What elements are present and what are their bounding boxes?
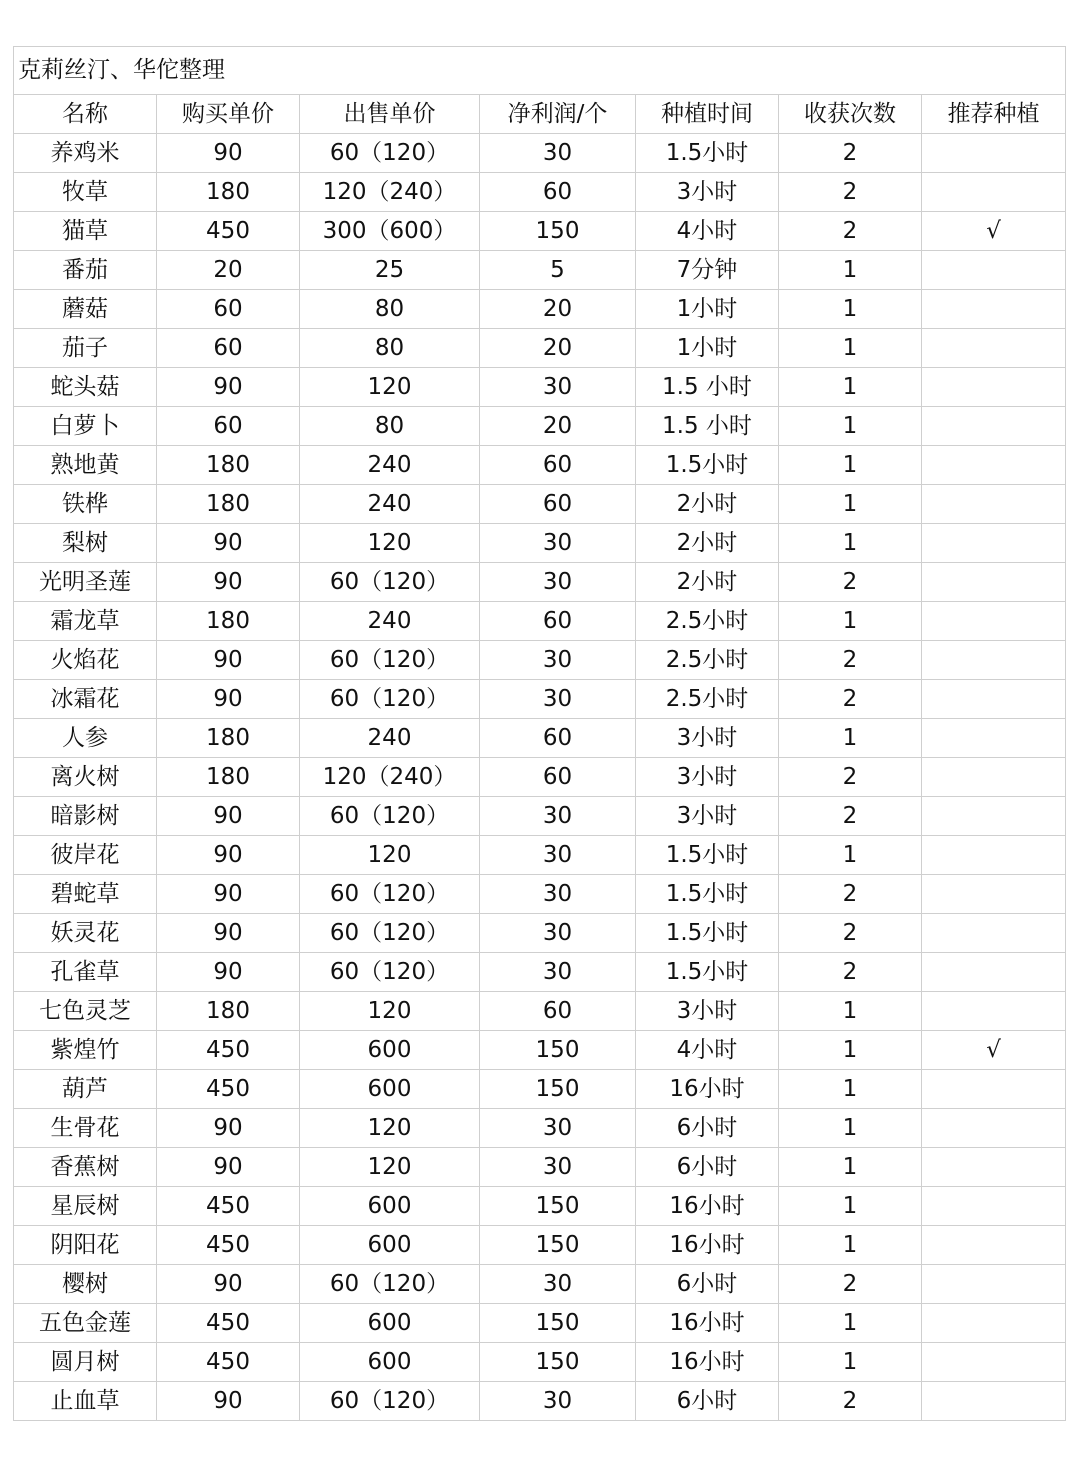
cell-harvest-count: 1 bbox=[779, 1109, 922, 1148]
cell-harvest-count: 1 bbox=[779, 1070, 922, 1109]
cell-recommended bbox=[922, 134, 1066, 173]
cell-name: 紫煌竹 bbox=[14, 1031, 157, 1070]
cell-buy-price: 90 bbox=[157, 1148, 300, 1187]
cell-name: 蛇头菇 bbox=[14, 368, 157, 407]
cell-recommended bbox=[922, 836, 1066, 875]
cell-net-profit: 20 bbox=[480, 329, 636, 368]
table-body bbox=[14, 47, 1066, 1421]
table-row bbox=[14, 992, 1066, 1031]
cell-grow-time: 1.5小时 bbox=[636, 953, 779, 992]
cell-grow-time: 1.5小时 bbox=[636, 914, 779, 953]
cell-recommended: √ bbox=[922, 212, 1066, 251]
cell-net-profit: 30 bbox=[480, 836, 636, 875]
cell-buy-price: 450 bbox=[157, 1187, 300, 1226]
cell-sell-price: 80 bbox=[300, 329, 480, 368]
cell-net-profit: 150 bbox=[480, 212, 636, 251]
cell-net-profit: 30 bbox=[480, 680, 636, 719]
cell-grow-time: 3小时 bbox=[636, 992, 779, 1031]
cell-grow-time: 16小时 bbox=[636, 1226, 779, 1265]
table-row bbox=[14, 407, 1066, 446]
table-row bbox=[14, 758, 1066, 797]
cell-net-profit: 60 bbox=[480, 992, 636, 1031]
cell-buy-price: 90 bbox=[157, 1109, 300, 1148]
cell-net-profit: 30 bbox=[480, 563, 636, 602]
cell-grow-time: 1.5 小时 bbox=[636, 368, 779, 407]
cell-net-profit: 150 bbox=[480, 1343, 636, 1382]
cell-grow-time: 16小时 bbox=[636, 1343, 779, 1382]
table-row bbox=[14, 524, 1066, 563]
cell-recommended bbox=[922, 563, 1066, 602]
cell-recommended bbox=[922, 173, 1066, 212]
cell-buy-price: 60 bbox=[157, 407, 300, 446]
cell-recommended bbox=[922, 875, 1066, 914]
cell-grow-time: 1.5 小时 bbox=[636, 407, 779, 446]
cell-recommended bbox=[922, 1343, 1066, 1382]
cell-sell-price: 60（120） bbox=[300, 797, 480, 836]
cell-name: 七色灵芝 bbox=[14, 992, 157, 1031]
cell-recommended bbox=[922, 1148, 1066, 1187]
cell-recommended bbox=[922, 914, 1066, 953]
table-row bbox=[14, 485, 1066, 524]
cell-harvest-count: 1 bbox=[779, 1031, 922, 1070]
cell-name: 葫芦 bbox=[14, 1070, 157, 1109]
cell-net-profit: 150 bbox=[480, 1070, 636, 1109]
cell-sell-price: 60（120） bbox=[300, 953, 480, 992]
cell-net-profit: 30 bbox=[480, 1148, 636, 1187]
cell-grow-time: 2.5小时 bbox=[636, 680, 779, 719]
cell-sell-price: 120 bbox=[300, 1148, 480, 1187]
cell-recommended bbox=[922, 368, 1066, 407]
cell-recommended bbox=[922, 992, 1066, 1031]
cell-buy-price: 90 bbox=[157, 797, 300, 836]
cell-harvest-count: 2 bbox=[779, 875, 922, 914]
cell-harvest-count: 2 bbox=[779, 680, 922, 719]
cell-buy-price: 180 bbox=[157, 446, 300, 485]
cell-buy-price: 90 bbox=[157, 1265, 300, 1304]
cell-net-profit: 150 bbox=[480, 1226, 636, 1265]
cell-sell-price: 60（120） bbox=[300, 914, 480, 953]
cell-harvest-count: 1 bbox=[779, 485, 922, 524]
cell-grow-time: 1.5小时 bbox=[636, 875, 779, 914]
cell-net-profit: 30 bbox=[480, 368, 636, 407]
cell-recommended bbox=[922, 719, 1066, 758]
cell-sell-price: 240 bbox=[300, 485, 480, 524]
cell-grow-time: 3小时 bbox=[636, 797, 779, 836]
cell-recommended bbox=[922, 1265, 1066, 1304]
cell-net-profit: 5 bbox=[480, 251, 636, 290]
cell-harvest-count: 1 bbox=[779, 251, 922, 290]
table-title: 克莉丝汀、华佗整理 bbox=[14, 47, 1066, 95]
cell-recommended bbox=[922, 1187, 1066, 1226]
cell-harvest-count: 1 bbox=[779, 602, 922, 641]
cell-grow-time: 4小时 bbox=[636, 1031, 779, 1070]
cell-harvest-count: 1 bbox=[779, 329, 922, 368]
cell-buy-price: 90 bbox=[157, 563, 300, 602]
cell-sell-price: 600 bbox=[300, 1304, 480, 1343]
cell-grow-time: 16小时 bbox=[636, 1187, 779, 1226]
cell-name: 香蕉树 bbox=[14, 1148, 157, 1187]
cell-harvest-count: 2 bbox=[779, 914, 922, 953]
cell-recommended: √ bbox=[922, 1031, 1066, 1070]
cell-name: 星辰树 bbox=[14, 1187, 157, 1226]
cell-buy-price: 90 bbox=[157, 836, 300, 875]
cell-sell-price: 240 bbox=[300, 719, 480, 758]
cell-harvest-count: 2 bbox=[779, 134, 922, 173]
cell-recommended bbox=[922, 758, 1066, 797]
cell-name: 生骨花 bbox=[14, 1109, 157, 1148]
table-row bbox=[14, 1031, 1066, 1070]
cell-name: 牧草 bbox=[14, 173, 157, 212]
title-row bbox=[14, 47, 1066, 95]
cell-net-profit: 60 bbox=[480, 758, 636, 797]
cell-sell-price: 120 bbox=[300, 524, 480, 563]
cell-buy-price: 180 bbox=[157, 485, 300, 524]
cell-harvest-count: 2 bbox=[779, 1382, 922, 1421]
column-header-net-profit: 净利润/个 bbox=[480, 95, 636, 134]
cell-sell-price: 60（120） bbox=[300, 1382, 480, 1421]
column-header-grow-time: 种植时间 bbox=[636, 95, 779, 134]
cell-buy-price: 180 bbox=[157, 173, 300, 212]
cell-recommended bbox=[922, 797, 1066, 836]
cell-net-profit: 30 bbox=[480, 797, 636, 836]
table-row bbox=[14, 641, 1066, 680]
cell-name: 光明圣莲 bbox=[14, 563, 157, 602]
table-row bbox=[14, 719, 1066, 758]
cell-grow-time: 2.5小时 bbox=[636, 602, 779, 641]
cell-net-profit: 30 bbox=[480, 1382, 636, 1421]
column-header-name: 名称 bbox=[14, 95, 157, 134]
cell-buy-price: 180 bbox=[157, 602, 300, 641]
cell-grow-time: 1.5小时 bbox=[636, 134, 779, 173]
cell-recommended bbox=[922, 1382, 1066, 1421]
cell-net-profit: 30 bbox=[480, 953, 636, 992]
cell-grow-time: 7分钟 bbox=[636, 251, 779, 290]
cell-name: 妖灵花 bbox=[14, 914, 157, 953]
cell-sell-price: 60（120） bbox=[300, 875, 480, 914]
planting-table bbox=[13, 46, 1066, 1421]
cell-harvest-count: 1 bbox=[779, 368, 922, 407]
cell-grow-time: 16小时 bbox=[636, 1304, 779, 1343]
column-header-recommended: 推荐种植 bbox=[922, 95, 1066, 134]
cell-sell-price: 60（120） bbox=[300, 680, 480, 719]
cell-buy-price: 90 bbox=[157, 680, 300, 719]
cell-buy-price: 180 bbox=[157, 719, 300, 758]
cell-harvest-count: 2 bbox=[779, 797, 922, 836]
cell-net-profit: 60 bbox=[480, 173, 636, 212]
cell-name: 樱树 bbox=[14, 1265, 157, 1304]
cell-buy-price: 450 bbox=[157, 1070, 300, 1109]
column-header-sell-price: 出售单价 bbox=[300, 95, 480, 134]
cell-sell-price: 240 bbox=[300, 602, 480, 641]
cell-grow-time: 3小时 bbox=[636, 173, 779, 212]
cell-name: 白萝卜 bbox=[14, 407, 157, 446]
cell-buy-price: 60 bbox=[157, 290, 300, 329]
cell-recommended bbox=[922, 1109, 1066, 1148]
cell-grow-time: 1小时 bbox=[636, 329, 779, 368]
cell-buy-price: 90 bbox=[157, 524, 300, 563]
column-header-buy-price: 购买单价 bbox=[157, 95, 300, 134]
cell-sell-price: 600 bbox=[300, 1343, 480, 1382]
cell-recommended bbox=[922, 290, 1066, 329]
cell-grow-time: 16小时 bbox=[636, 1070, 779, 1109]
cell-grow-time: 2小时 bbox=[636, 563, 779, 602]
cell-harvest-count: 2 bbox=[779, 1265, 922, 1304]
cell-name: 暗影树 bbox=[14, 797, 157, 836]
cell-net-profit: 30 bbox=[480, 1265, 636, 1304]
cell-recommended bbox=[922, 641, 1066, 680]
cell-sell-price: 240 bbox=[300, 446, 480, 485]
table-row bbox=[14, 1148, 1066, 1187]
cell-net-profit: 30 bbox=[480, 1109, 636, 1148]
cell-harvest-count: 1 bbox=[779, 1304, 922, 1343]
cell-name: 蘑菇 bbox=[14, 290, 157, 329]
cell-net-profit: 20 bbox=[480, 290, 636, 329]
cell-recommended bbox=[922, 1226, 1066, 1265]
cell-recommended bbox=[922, 446, 1066, 485]
table-row bbox=[14, 368, 1066, 407]
cell-grow-time: 1小时 bbox=[636, 290, 779, 329]
table-row bbox=[14, 914, 1066, 953]
column-header-harvest-count: 收获次数 bbox=[779, 95, 922, 134]
cell-harvest-count: 2 bbox=[779, 212, 922, 251]
table-row bbox=[14, 953, 1066, 992]
cell-buy-price: 90 bbox=[157, 368, 300, 407]
cell-grow-time: 6小时 bbox=[636, 1109, 779, 1148]
cell-net-profit: 150 bbox=[480, 1304, 636, 1343]
cell-net-profit: 150 bbox=[480, 1187, 636, 1226]
cell-sell-price: 600 bbox=[300, 1226, 480, 1265]
table-row bbox=[14, 1343, 1066, 1382]
table-row bbox=[14, 290, 1066, 329]
cell-buy-price: 90 bbox=[157, 875, 300, 914]
cell-sell-price: 120 bbox=[300, 1109, 480, 1148]
cell-sell-price: 600 bbox=[300, 1187, 480, 1226]
cell-sell-price: 60（120） bbox=[300, 134, 480, 173]
cell-sell-price: 60（120） bbox=[300, 1265, 480, 1304]
cell-harvest-count: 1 bbox=[779, 407, 922, 446]
cell-net-profit: 30 bbox=[480, 524, 636, 563]
table-row bbox=[14, 446, 1066, 485]
cell-net-profit: 60 bbox=[480, 446, 636, 485]
cell-name: 铁桦 bbox=[14, 485, 157, 524]
cell-buy-price: 450 bbox=[157, 212, 300, 251]
cell-recommended bbox=[922, 407, 1066, 446]
cell-name: 彼岸花 bbox=[14, 836, 157, 875]
cell-name: 番茄 bbox=[14, 251, 157, 290]
cell-harvest-count: 1 bbox=[779, 836, 922, 875]
cell-recommended bbox=[922, 602, 1066, 641]
cell-buy-price: 90 bbox=[157, 953, 300, 992]
cell-buy-price: 450 bbox=[157, 1343, 300, 1382]
cell-harvest-count: 1 bbox=[779, 290, 922, 329]
cell-net-profit: 30 bbox=[480, 641, 636, 680]
cell-grow-time: 1.5小时 bbox=[636, 446, 779, 485]
cell-buy-price: 90 bbox=[157, 914, 300, 953]
table-row bbox=[14, 1070, 1066, 1109]
cell-harvest-count: 1 bbox=[779, 1148, 922, 1187]
cell-grow-time: 4小时 bbox=[636, 212, 779, 251]
cell-grow-time: 3小时 bbox=[636, 719, 779, 758]
cell-name: 离火树 bbox=[14, 758, 157, 797]
cell-sell-price: 60（120） bbox=[300, 641, 480, 680]
cell-sell-price: 300（600） bbox=[300, 212, 480, 251]
table-row bbox=[14, 875, 1066, 914]
cell-buy-price: 90 bbox=[157, 134, 300, 173]
cell-name: 冰霜花 bbox=[14, 680, 157, 719]
cell-buy-price: 180 bbox=[157, 758, 300, 797]
cell-recommended bbox=[922, 524, 1066, 563]
cell-buy-price: 90 bbox=[157, 1382, 300, 1421]
cell-harvest-count: 1 bbox=[779, 446, 922, 485]
cell-harvest-count: 2 bbox=[779, 953, 922, 992]
table-row bbox=[14, 212, 1066, 251]
cell-grow-time: 6小时 bbox=[636, 1265, 779, 1304]
cell-name: 养鸡米 bbox=[14, 134, 157, 173]
table-row bbox=[14, 680, 1066, 719]
cell-grow-time: 6小时 bbox=[636, 1382, 779, 1421]
cell-sell-price: 25 bbox=[300, 251, 480, 290]
cell-name: 孔雀草 bbox=[14, 953, 157, 992]
table-row bbox=[14, 251, 1066, 290]
cell-sell-price: 120（240） bbox=[300, 173, 480, 212]
cell-grow-time: 2小时 bbox=[636, 485, 779, 524]
cell-harvest-count: 1 bbox=[779, 992, 922, 1031]
cell-sell-price: 120（240） bbox=[300, 758, 480, 797]
cell-recommended bbox=[922, 680, 1066, 719]
cell-sell-price: 600 bbox=[300, 1070, 480, 1109]
table-row bbox=[14, 1382, 1066, 1421]
cell-name: 人参 bbox=[14, 719, 157, 758]
cell-name: 阴阳花 bbox=[14, 1226, 157, 1265]
cell-buy-price: 450 bbox=[157, 1226, 300, 1265]
cell-sell-price: 80 bbox=[300, 290, 480, 329]
cell-grow-time: 6小时 bbox=[636, 1148, 779, 1187]
cell-buy-price: 90 bbox=[157, 641, 300, 680]
cell-name: 止血草 bbox=[14, 1382, 157, 1421]
cell-grow-time: 3小时 bbox=[636, 758, 779, 797]
cell-harvest-count: 2 bbox=[779, 563, 922, 602]
cell-net-profit: 60 bbox=[480, 719, 636, 758]
cell-harvest-count: 1 bbox=[779, 524, 922, 563]
cell-harvest-count: 1 bbox=[779, 719, 922, 758]
cell-name: 梨树 bbox=[14, 524, 157, 563]
spreadsheet bbox=[13, 46, 1065, 1421]
cell-harvest-count: 1 bbox=[779, 1187, 922, 1226]
table-row bbox=[14, 173, 1066, 212]
cell-net-profit: 30 bbox=[480, 875, 636, 914]
cell-net-profit: 60 bbox=[480, 602, 636, 641]
table-row bbox=[14, 134, 1066, 173]
cell-harvest-count: 2 bbox=[779, 641, 922, 680]
cell-name: 熟地黄 bbox=[14, 446, 157, 485]
table-row bbox=[14, 797, 1066, 836]
cell-name: 茄子 bbox=[14, 329, 157, 368]
cell-buy-price: 450 bbox=[157, 1031, 300, 1070]
table-row bbox=[14, 1187, 1066, 1226]
cell-net-profit: 30 bbox=[480, 914, 636, 953]
table-row bbox=[14, 602, 1066, 641]
cell-name: 碧蛇草 bbox=[14, 875, 157, 914]
cell-name: 五色金莲 bbox=[14, 1304, 157, 1343]
cell-harvest-count: 1 bbox=[779, 1343, 922, 1382]
cell-recommended bbox=[922, 1070, 1066, 1109]
cell-net-profit: 30 bbox=[480, 134, 636, 173]
cell-sell-price: 120 bbox=[300, 368, 480, 407]
table-row bbox=[14, 1265, 1066, 1304]
cell-grow-time: 2小时 bbox=[636, 524, 779, 563]
cell-sell-price: 80 bbox=[300, 407, 480, 446]
cell-name: 霜龙草 bbox=[14, 602, 157, 641]
cell-buy-price: 60 bbox=[157, 329, 300, 368]
cell-sell-price: 60（120） bbox=[300, 563, 480, 602]
cell-recommended bbox=[922, 329, 1066, 368]
table-row bbox=[14, 563, 1066, 602]
cell-name: 火焰花 bbox=[14, 641, 157, 680]
cell-recommended bbox=[922, 953, 1066, 992]
cell-sell-price: 120 bbox=[300, 836, 480, 875]
cell-grow-time: 1.5小时 bbox=[636, 836, 779, 875]
cell-net-profit: 60 bbox=[480, 485, 636, 524]
cell-grow-time: 2.5小时 bbox=[636, 641, 779, 680]
cell-recommended bbox=[922, 485, 1066, 524]
cell-name: 猫草 bbox=[14, 212, 157, 251]
table-row bbox=[14, 1109, 1066, 1148]
cell-net-profit: 150 bbox=[480, 1031, 636, 1070]
header-row bbox=[14, 95, 1066, 134]
cell-harvest-count: 2 bbox=[779, 758, 922, 797]
cell-sell-price: 600 bbox=[300, 1031, 480, 1070]
cell-recommended bbox=[922, 251, 1066, 290]
cell-buy-price: 450 bbox=[157, 1304, 300, 1343]
table-row bbox=[14, 836, 1066, 875]
table-row bbox=[14, 329, 1066, 368]
cell-harvest-count: 1 bbox=[779, 1226, 922, 1265]
table-row bbox=[14, 1304, 1066, 1343]
cell-harvest-count: 2 bbox=[779, 173, 922, 212]
cell-buy-price: 180 bbox=[157, 992, 300, 1031]
cell-recommended bbox=[922, 1304, 1066, 1343]
cell-sell-price: 120 bbox=[300, 992, 480, 1031]
cell-net-profit: 20 bbox=[480, 407, 636, 446]
cell-buy-price: 20 bbox=[157, 251, 300, 290]
table-row bbox=[14, 1226, 1066, 1265]
cell-name: 圆月树 bbox=[14, 1343, 157, 1382]
